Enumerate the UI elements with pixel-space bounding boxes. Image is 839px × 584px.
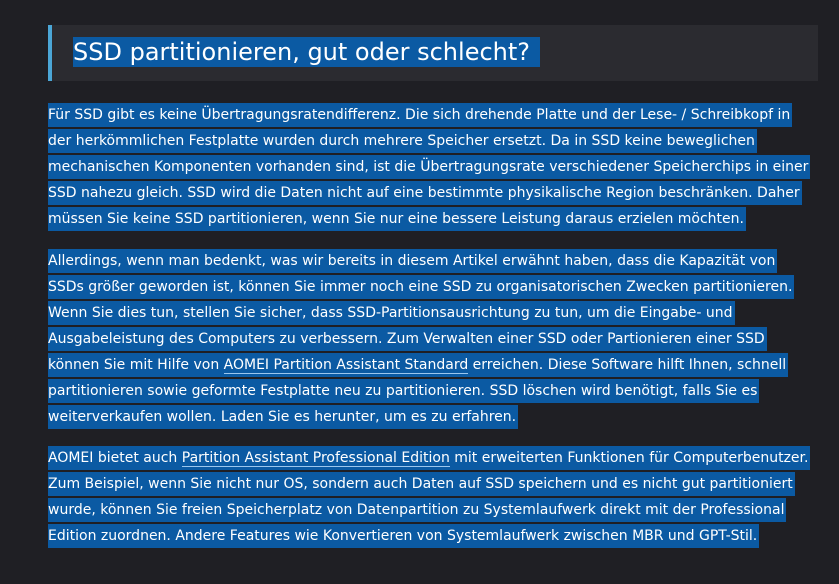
paragraph-3 — [48, 445, 808, 549]
paragraph-line: weiterverkaufen wollen. Laden Sie es herunter, um es zu erfahren. — [48, 405, 518, 429]
paragraph-text: AOMEI bietet auch — [48, 450, 182, 466]
paragraph-line: wurde, können Sie freien Speicherplatz von Datenpartition zu Systemlaufwerk direkt mit der Professional — [48, 498, 786, 522]
paragraph-line: müssen Sie keine SSD partitionieren, wenn Sie nur eine bessere Leistung daraus erzielen möchten. — [48, 207, 746, 231]
paragraph-line: mechanischen Komponenten vorhanden sind, ist die Übertragungsrate verschiedener Speicherchips in einer — [48, 155, 810, 179]
aomei-professional-link[interactable]: Partition Assistant Professional Edition — [181, 450, 450, 466]
paragraph-line: partitionieren sowie geformte Festplatte neu zu partitionieren. SSD löschen wird benötigt, falls Sie es — [48, 379, 759, 403]
paragraph-line: Ausgabeleistung des Computers zu verbessern. Zum Verwalten einer SSD oder Partionieren einer SSD — [48, 327, 767, 351]
aomei-standard-link[interactable]: AOMEI Partition Assistant Standard — [223, 357, 469, 373]
section-heading-text: SSD partitionieren, gut oder schlecht? — [73, 37, 540, 67]
paragraph-line: Allerdings, wenn man bedenkt, was wir bereits in diesem Artikel erwähnt haben, dass die Kapazität von — [48, 249, 777, 273]
paragraph-text: mit erweiterten Funktionen für Computerbenutzer. — [449, 450, 809, 466]
paragraph-text: erreichen. Diese Software hilft Ihnen, schnell — [468, 357, 787, 373]
paragraph-line: SSD nahezu gleich. SSD wird die Daten nicht auf eine bestimmte physikalische Region beschränken. Daher — [48, 181, 802, 205]
paragraph-line: SSDs größer geworden ist, können Sie immer noch eine SSD zu organisatorischen Zwecken partitionieren. — [48, 275, 794, 299]
paragraph-text: können Sie mit Hilfe von — [48, 357, 224, 373]
paragraph-line: der herkömmlichen Festplatte wurden durch mehrere Speicher ersetzt. Da in SSD keine beweglichen — [48, 129, 757, 153]
section-heading — [73, 37, 540, 67]
paragraph-line: Zum Beispiel, wenn Sie nicht nur OS, sondern auch Daten auf SSD speichern und es nicht gut partitioniert — [48, 472, 795, 496]
paragraph-1 — [48, 102, 808, 232]
section-heading-box — [48, 25, 818, 81]
paragraph-line: Für SSD gibt es keine Übertragungsratendifferenz. Die sich drehende Platte und der Lese- / Schreibkopf in — [48, 103, 792, 127]
paragraph-line: Edition zuordnen. Andere Features wie Konvertieren von Systemlaufwerk zwischen MBR und GPT-Stil. — [48, 524, 759, 548]
paragraph-line: Wenn Sie dies tun, stellen Sie sicher, dass SSD-Partitionsausrichtung zu tun, um die Eingabe- und — [48, 301, 735, 325]
paragraph-2 — [48, 248, 808, 430]
